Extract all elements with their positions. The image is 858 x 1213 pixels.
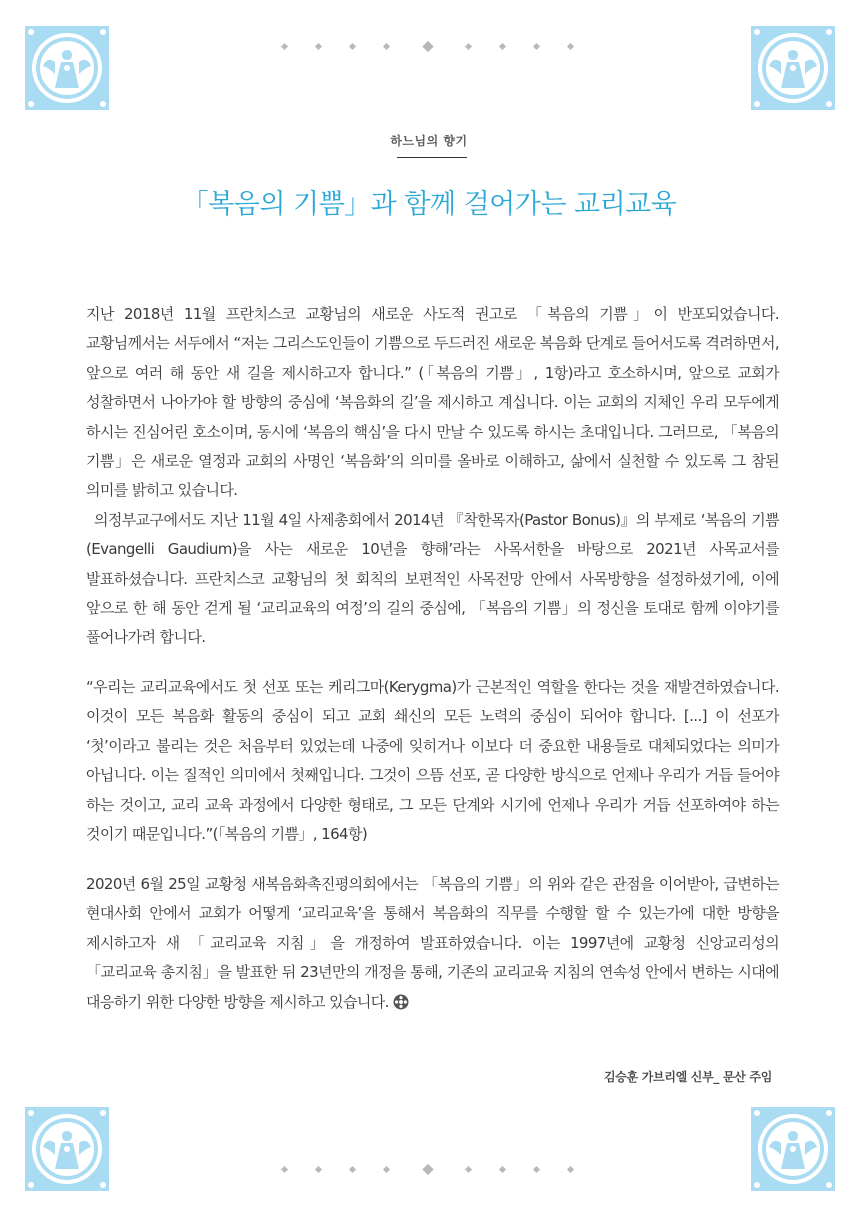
angel-medallion-icon bbox=[25, 26, 109, 110]
dot-ornament-bottom bbox=[270, 1164, 588, 1176]
corner-emblem-top-left bbox=[25, 26, 109, 110]
article-body-closing bbox=[86, 870, 779, 1017]
quote-block bbox=[86, 673, 779, 849]
paragraph-1: 지난 2018년 11월 프란치스코 교황님의 새로운 사도적 권고로 「복음의 기쁨」이 반포되었습니다. 교황님께서는 서두에서 “저는 그리스도인들이 기쁨으로 두드러진 새로운 복음화 단계로 들어서도록 격려하면서, 앞으로 여러 해 동안 새 길을 제시하고자 합니다.” (「복음의 기쁨」, 1항)라고 호소하시며, 앞으로 교회가 성찰하면서 나아가야 할 방향의 중심에 ‘복음화의 길’을 제시하고 계십니다. 이는 교회의 지체인 우리 모두에게 하시는 진심어린 호소이며, 동시에 ‘복음의 핵심’을 다시 만날 수 있도록 하시는 초대입니다. 그러므로, 「복음의 기쁨」은 새로운 열정과 교회의 사명인 ‘복음화’의 의미를 올바로 이해하고, 삶에서 실천할 수 있도록 그 참된 의미를 밝히고 있습니다. bbox=[86, 305, 779, 500]
corner-emblem-bottom-right bbox=[751, 1107, 835, 1191]
paragraph-3 bbox=[86, 870, 779, 1017]
angel-medallion-icon bbox=[751, 26, 835, 110]
end-mark-icon bbox=[393, 994, 409, 1010]
section-label: 하느님의 향기 bbox=[390, 134, 468, 148]
paragraph-2: 의정부교구에서도 지난 11월 4일 사제총회에서 2014년 『착한목자(Pastor Bonus)』의 부제로 ‘복음의 기쁨(Evangelli Gaudium)을 사는 새로운 10년을 향해’라는 사목서한을 바탕으로 2021년 사목교서를 발표하셨습니다. 프란치스코 교황님의 첫 회칙의 보편적인 사목전망 안에서 사목방향을 설정하셨기에, 이에 앞으로 한 해 동안 걷게 될 ‘교리교육의 여정’의 길의 중심에, 「복음의 기쁨」의 정신을 토대로 함께 이야기를 풀어나가려 합니다. bbox=[86, 510, 779, 647]
author-byline: 김승훈 가브리엘 신부_ 문산 주임 bbox=[603, 1070, 772, 1084]
angel-medallion-icon bbox=[751, 1107, 835, 1191]
quote-text: “우리는 교리교육에서도 첫 선포 또는 케리그마(Kerygma)가 근본적인 역할을 한다는 것을 재발견하였습니다. 이것이 모든 복음화 활동의 중심이 되고 교회 쇄신의 모든 노력의 중심이 되어야 합니다. [...] 이 선포가 ‘첫’이라고 불리는 것은 처음부터 있었는데 나중에 잊히거나 이보다 더 중요한 내용들로 대체되었다는 의미가 아닙니다. 이는 질적인 의미에서 첫째입니다. 그것이 으뜸 선포, 곧 다양한 방식으로 언제나 우리가 거듭 들어야 하는 것이고, 교리 교육 과정에서 다양한 형태로, 그 모든 단계와 시기에 언제나 우리가 거듭 선포하여야 하는 것이기 때문입니다.”(「복음의 기쁨」, 164항) bbox=[86, 678, 779, 844]
angel-medallion-icon bbox=[25, 1107, 109, 1191]
section-label-underline bbox=[397, 157, 467, 158]
article-body-intro bbox=[86, 300, 779, 653]
paragraph-3-text: 2020년 6월 25일 교황청 새복음화촉진평의회에서는 「복음의 기쁨」의 위와 같은 관점을 이어받아, 급변하는 현대사회 안에서 교회가 어떻게 ‘교리교육’을 통해서 복음화의 직무를 수행할 할 수 있는가에 대한 방향을 제시하고자 새 「교리교육 지침」을 개정하여 발표하였습니다. 이는 1997년에 교황청 신앙교리성의 「교리교육 총지침」을 발표한 뒤 23년만의 개정을 통해, 기존의 교리교육 지침의 연속성 안에서 변하는 시대에 대응하기 위한 다양한 방향을 제시하고 있습니다. bbox=[86, 875, 779, 1011]
corner-emblem-top-right bbox=[751, 26, 835, 110]
dot-ornament-top bbox=[270, 41, 588, 53]
corner-emblem-bottom-left bbox=[25, 1107, 109, 1191]
article-title: 「복음의 기쁨」과 함께 걸어가는 교리교육 bbox=[181, 189, 677, 220]
